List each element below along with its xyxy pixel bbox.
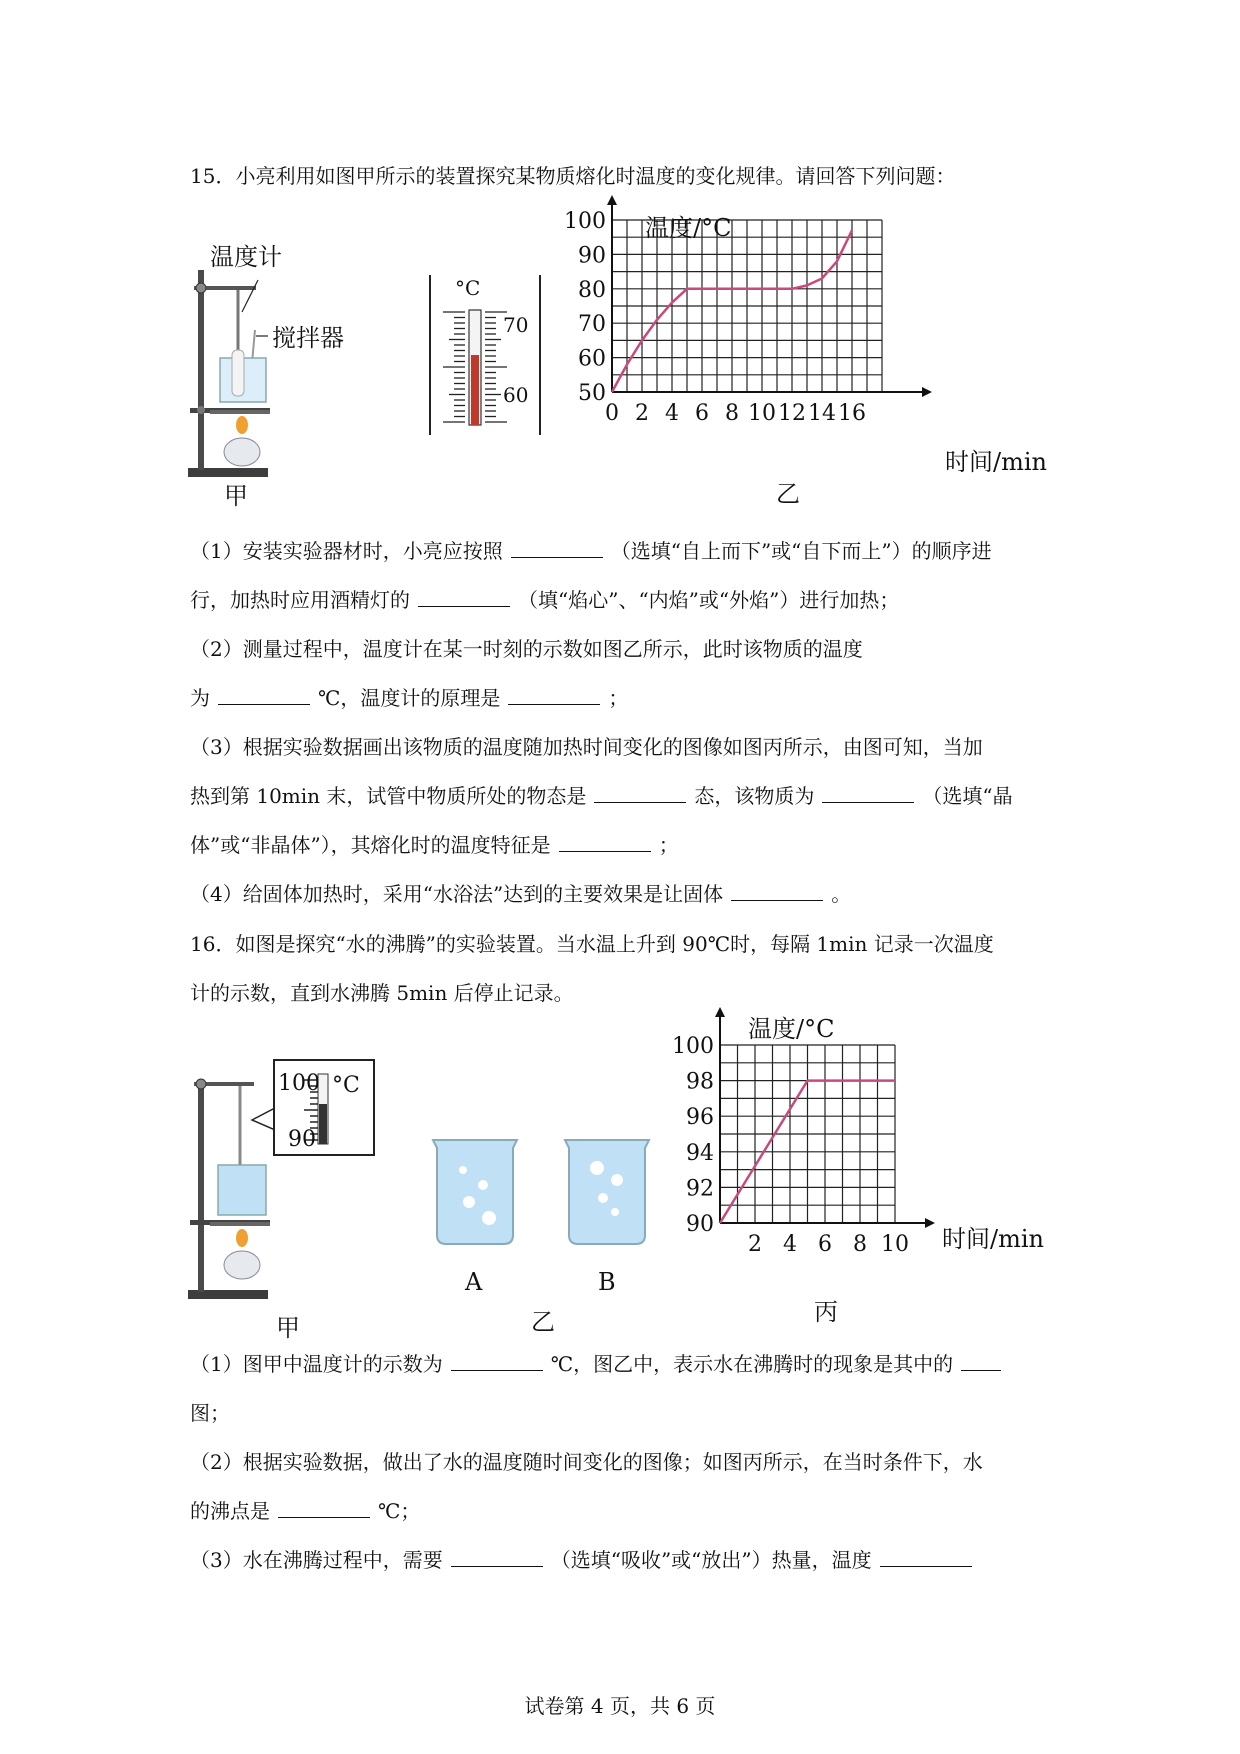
answer-blank[interactable] xyxy=(594,784,686,803)
thermo-tick-60: 60 xyxy=(503,383,529,407)
chart2-xlabel: 时间/min xyxy=(942,1225,1044,1253)
y-tick-label: 94 xyxy=(686,1140,714,1166)
x-tick-label: 10 xyxy=(748,401,776,426)
thermometer-label: 温度计 xyxy=(210,243,282,271)
y-tick-label: 50 xyxy=(578,381,606,406)
answer-blank[interactable] xyxy=(961,1352,1001,1371)
flame xyxy=(236,1229,248,1247)
fig-caption-jia: 甲 xyxy=(224,482,248,510)
thermo-tick-70: 70 xyxy=(503,313,529,337)
callout-unit: °C xyxy=(332,1073,360,1098)
q16-stem-line1: 16．如图是探究“水的沸腾”的实验装置。当水温上升到 90℃时，每隔 1min 记录一次温度 xyxy=(190,932,994,956)
stand-rod xyxy=(198,1080,204,1292)
test-tube xyxy=(232,350,244,396)
x-tick-label: 6 xyxy=(695,401,709,426)
clamp-knob xyxy=(196,283,206,293)
callout-tick-90: 90 xyxy=(288,1127,316,1152)
y-tick-label: 90 xyxy=(578,243,606,269)
q16-p2-line2: 的沸点是 ℃； xyxy=(190,1499,421,1523)
q15-p4-line: （4）给固体加热时，采用“水浴法”达到的主要效果是让固体 。 xyxy=(190,882,852,906)
q15-p2-line1: （2）测量过程中，温度计在某一时刻的示数如图乙所示，此时该物质的温度 xyxy=(190,637,863,661)
y-tick-label: 96 xyxy=(686,1105,714,1131)
x-tick-label: 2 xyxy=(748,1232,762,1257)
y-tick-label: 80 xyxy=(578,277,606,303)
flame xyxy=(236,416,248,434)
stirrer-label: 搅拌器 xyxy=(272,324,344,352)
y-tick-label: 100 xyxy=(672,1034,714,1059)
x-tick-label: 16 xyxy=(838,401,866,426)
q16-p2-line1: （2）根据实验数据，做出了水的温度随时间变化的图像；如图丙所示，在当时条件下，水 xyxy=(190,1450,983,1474)
alcohol-lamp xyxy=(224,438,260,466)
x-tick-label: 0 xyxy=(605,401,619,426)
answer-blank[interactable] xyxy=(451,1548,543,1567)
y-tick-label: 60 xyxy=(578,346,606,372)
x-tick-label: 2 xyxy=(635,401,649,426)
melting-chart xyxy=(564,195,932,426)
page-footer: 试卷第 4 页，共 6 页 xyxy=(524,1694,716,1718)
y-tick-label: 100 xyxy=(564,209,606,234)
q15-figure-thermometer xyxy=(425,270,545,440)
callout-mercury xyxy=(319,1104,327,1144)
thermo-unit: °C xyxy=(455,276,481,300)
x-tick-label: 4 xyxy=(665,401,679,426)
q15-p1-line1: （1）安装实验器材时，小亮应按照 （选填“自上而下”或“自下而上”）的顺序进 xyxy=(190,539,992,563)
alcohol-lamp xyxy=(224,1251,260,1279)
q15-stem: 15．小亮利用如图甲所示的装置探究某物质熔化时温度的变化规律。请回答下列问题： xyxy=(190,164,956,188)
x-tick-label: 12 xyxy=(778,401,806,426)
y-axis-arrow xyxy=(607,195,617,205)
label-b: B xyxy=(598,1268,616,1296)
wire-gauze xyxy=(210,1222,270,1226)
y-tick-label: 92 xyxy=(686,1176,714,1202)
q15-p3-line2: 热到第 10min 末，试管中物质所处的物态是 态，该物质为 （选填“晶 xyxy=(190,784,1013,808)
beaker-b xyxy=(565,1140,649,1244)
chart2-ylabel: 温度/°C xyxy=(748,1015,835,1043)
fig-caption-bing: 丙 xyxy=(814,1298,838,1326)
mercury-column xyxy=(471,355,479,425)
q16-figure-yi xyxy=(425,1140,665,1345)
q16-p1-line1: （1）图甲中温度计的示数为 ℃，图乙中，表示水在沸腾时的现象是其中的 xyxy=(190,1350,1009,1378)
q16-stem-line2: 计的示数，直到水沸腾 5min 后停止记录。 xyxy=(190,981,574,1005)
x-tick-label: 14 xyxy=(808,401,836,426)
beaker xyxy=(218,1165,266,1215)
q15-figure-jia xyxy=(180,240,380,515)
y-axis-arrow xyxy=(715,1007,725,1017)
q16-p3-line1: （3）水在沸腾过程中，需要 （选填“吸收”或“放出”）热量，温度 xyxy=(190,1546,980,1574)
beaker-a xyxy=(433,1140,517,1244)
answer-blank[interactable] xyxy=(880,1548,972,1567)
chart1-xlabel: 时间/min xyxy=(945,448,1047,476)
answer-blank[interactable] xyxy=(559,833,651,852)
q15-p1-line2: 行，加热时应用酒精灯的 （填“焰心”、“内焰”或“外焰”）进行加热； xyxy=(190,588,900,612)
answer-blank[interactable] xyxy=(822,784,914,803)
y-tick-label: 70 xyxy=(578,312,606,338)
x-tick-label: 6 xyxy=(818,1232,832,1257)
y-tick-label: 90 xyxy=(686,1212,714,1237)
x-axis-arrow xyxy=(925,1218,935,1228)
answer-blank[interactable] xyxy=(218,686,310,705)
answer-blank[interactable] xyxy=(278,1499,370,1518)
q15-figure-yi xyxy=(564,200,1070,520)
answer-blank[interactable] xyxy=(731,882,823,901)
x-tick-label: 8 xyxy=(725,401,739,426)
stand-rod xyxy=(198,270,204,470)
answer-blank[interactable] xyxy=(418,588,510,607)
fig-caption-yi: 乙 xyxy=(776,480,800,508)
answer-blank[interactable] xyxy=(508,686,600,705)
q15-p3-line3: 体”或“非晶体”），其熔化时的温度特征是 ； xyxy=(190,833,679,857)
x-tick-label: 8 xyxy=(853,1232,867,1257)
q16-p1-line2: 图； xyxy=(190,1401,230,1425)
q15-p3-line1: （3）根据实验数据画出该物质的温度随加热时间变化的图像如图丙所示，由图可知，当加 xyxy=(190,735,983,759)
q15-p2-line2: 为 ℃，温度计的原理是 ； xyxy=(190,686,629,710)
boiling-chart xyxy=(672,1007,935,1257)
x-tick-label: 10 xyxy=(881,1232,909,1257)
label-a: A xyxy=(465,1268,483,1296)
fig-caption-yi: 乙 xyxy=(531,1308,555,1336)
x-axis-arrow xyxy=(922,387,932,397)
fig-caption-jia: 甲 xyxy=(276,1314,300,1342)
answer-blank[interactable] xyxy=(451,1352,543,1371)
y-tick-label: 98 xyxy=(686,1069,714,1095)
answer-blank[interactable] xyxy=(511,539,603,558)
chart1-ylabel: 温度/°C xyxy=(645,214,732,242)
q16-figure-bing xyxy=(672,1005,1080,1335)
x-tick-label: 4 xyxy=(783,1232,797,1257)
q16-figure-jia xyxy=(180,1060,390,1345)
callout-tick-100: 100 xyxy=(278,1071,320,1096)
wire-gauze xyxy=(210,410,270,414)
